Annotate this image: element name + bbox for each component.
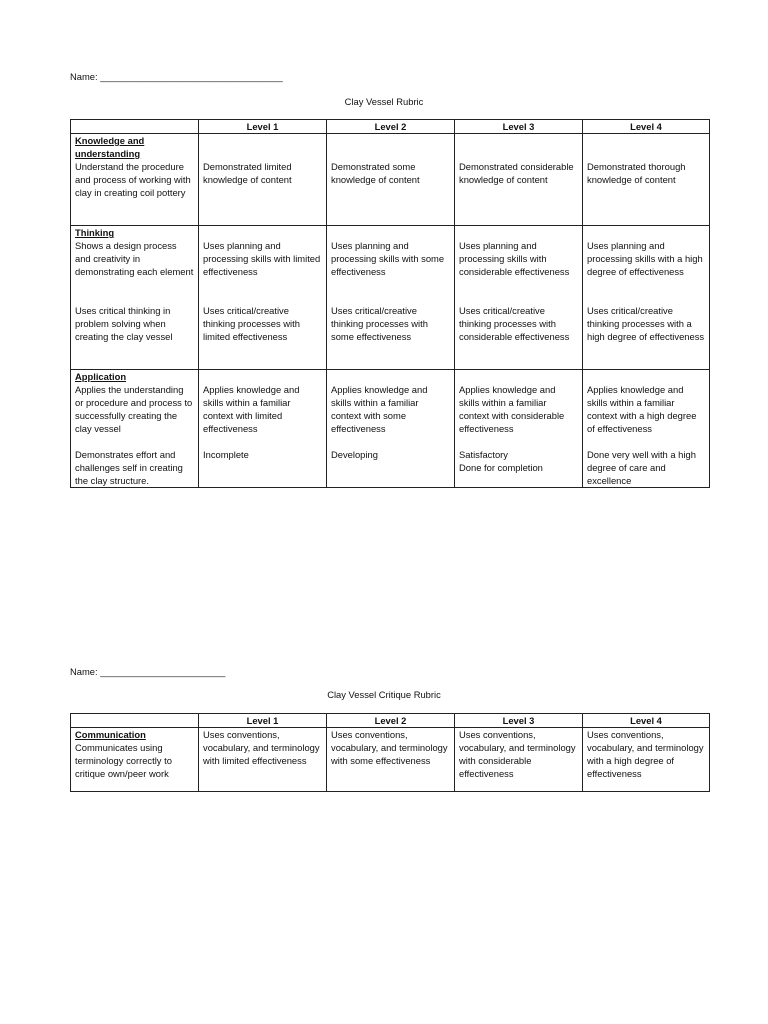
header-level-1: Level 1: [199, 120, 327, 134]
level-descriptor: Uses conventions, vocabulary, and terminology with some effectiveness: [331, 729, 448, 766]
rubric-title: Clay Vessel Rubric: [344, 96, 424, 107]
criterion-description: Communicates using terminology correctly to critique own/peer work: [75, 742, 172, 779]
level-descriptor: Uses critical/creative thinking processes with some effectiveness: [331, 305, 428, 342]
level-descriptor: Uses conventions, vocabulary, and terminology with considerable effectiveness: [459, 729, 576, 779]
table-row: [71, 134, 710, 226]
criteria-cell: [71, 728, 199, 792]
level-descriptor: Uses conventions, vocabulary, and terminology with a high degree of effectiveness: [587, 729, 704, 779]
header-level-4: Level 4: [583, 120, 710, 134]
level-2-cell: [327, 226, 455, 370]
level-2-cell: [327, 728, 455, 792]
level-2-cell: [327, 134, 455, 226]
name-field-label: Name: ___________________________________: [70, 71, 283, 82]
table-row: [71, 370, 710, 488]
category-heading: Communication: [75, 729, 146, 740]
level-descriptor: Done very well with a high degree of care and excellence: [587, 449, 696, 486]
level-1-cell: [199, 226, 327, 370]
criteria-cell: [71, 134, 199, 226]
level-3-cell: [455, 728, 583, 792]
level-descriptor: Demonstrated considerable knowledge of content: [459, 161, 574, 185]
header-blank-cell: [71, 120, 199, 134]
criterion-description: Understand the procedure and process of working with clay in creating coil pottery: [75, 161, 191, 198]
level-descriptor: Uses planning and processing skills with a high degree of effectiveness: [587, 240, 703, 277]
header-level-1: Level 1: [199, 714, 327, 728]
header-level-3: Level 3: [455, 120, 583, 134]
level-descriptor: Demonstrated some knowledge of content: [331, 161, 420, 185]
level-3-cell: [455, 134, 583, 226]
level-3-cell: [455, 370, 583, 488]
level-1-cell: [199, 134, 327, 226]
name-field-label: Name: ________________________: [70, 666, 226, 677]
criterion-description: Shows a design process and creativity in demonstrating each element: [75, 240, 194, 277]
header-level-4: Level 4: [583, 714, 710, 728]
level-descriptor-line-2: Done for completion: [459, 462, 543, 473]
level-descriptor: Applies knowledge and skills within a familiar context with some effectiveness: [331, 384, 428, 434]
criterion-description: Demonstrates effort and challenges self in creating the clay structure.: [75, 449, 183, 486]
level-descriptor: Uses planning and processing skills with considerable effectiveness: [459, 240, 570, 277]
table-header-row: [71, 120, 710, 134]
level-1-cell: [199, 728, 327, 792]
critique-rubric-table: [70, 713, 710, 792]
level-descriptor: Demonstrated thorough knowledge of content: [587, 161, 686, 185]
clay-vessel-rubric-table: [70, 119, 710, 488]
table-header-row: [71, 714, 710, 728]
level-descriptor: Demonstrated limited knowledge of content: [203, 161, 292, 185]
table-row: [71, 226, 710, 370]
level-descriptor: Satisfactory: [459, 449, 508, 460]
level-descriptor: Uses critical/creative thinking processes with a high degree of effectiveness: [587, 305, 705, 342]
level-descriptor: Applies knowledge and skills within a familiar context with a high degree of effectiveness: [587, 384, 697, 434]
level-1-cell: [199, 370, 327, 488]
header-level-2: Level 2: [327, 714, 455, 728]
header-level-3: Level 3: [455, 714, 583, 728]
level-4-cell: [583, 370, 710, 488]
level-3-cell: [455, 226, 583, 370]
criteria-cell: [71, 370, 199, 488]
level-4-cell: [583, 728, 710, 792]
criterion-description: Uses critical thinking in problem solving when creating the clay vessel: [75, 305, 173, 342]
header-blank-cell: [71, 714, 199, 728]
level-descriptor: Applies knowledge and skills within a familiar context with limited effectiveness: [203, 384, 300, 434]
level-4-cell: [583, 226, 710, 370]
criterion-description: Applies the understanding or procedure and process to successfully creating the clay vessel: [75, 384, 193, 434]
category-heading: Knowledge and understanding: [75, 135, 145, 159]
level-descriptor: Developing: [331, 449, 378, 460]
level-descriptor: Uses planning and processing skills with some effectiveness: [331, 240, 445, 277]
rubric-title: Clay Vessel Critique Rubric: [327, 689, 441, 700]
level-descriptor: Uses planning and processing skills with limited effectiveness: [203, 240, 321, 277]
level-descriptor: Uses critical/creative thinking processes with considerable effectiveness: [459, 305, 570, 342]
level-2-cell: [327, 370, 455, 488]
header-level-2: Level 2: [327, 120, 455, 134]
category-heading: Application: [75, 371, 127, 382]
criteria-cell: [71, 226, 199, 370]
level-descriptor: Uses critical/creative thinking processes with limited effectiveness: [203, 305, 300, 342]
table-row: [71, 728, 710, 792]
level-descriptor: Incomplete: [203, 449, 249, 460]
level-4-cell: [583, 134, 710, 226]
level-descriptor: Applies knowledge and skills within a familiar context with considerable effectiveness: [459, 384, 565, 434]
category-heading: Thinking: [75, 227, 115, 238]
level-descriptor: Uses conventions, vocabulary, and terminology with limited effectiveness: [203, 729, 320, 766]
